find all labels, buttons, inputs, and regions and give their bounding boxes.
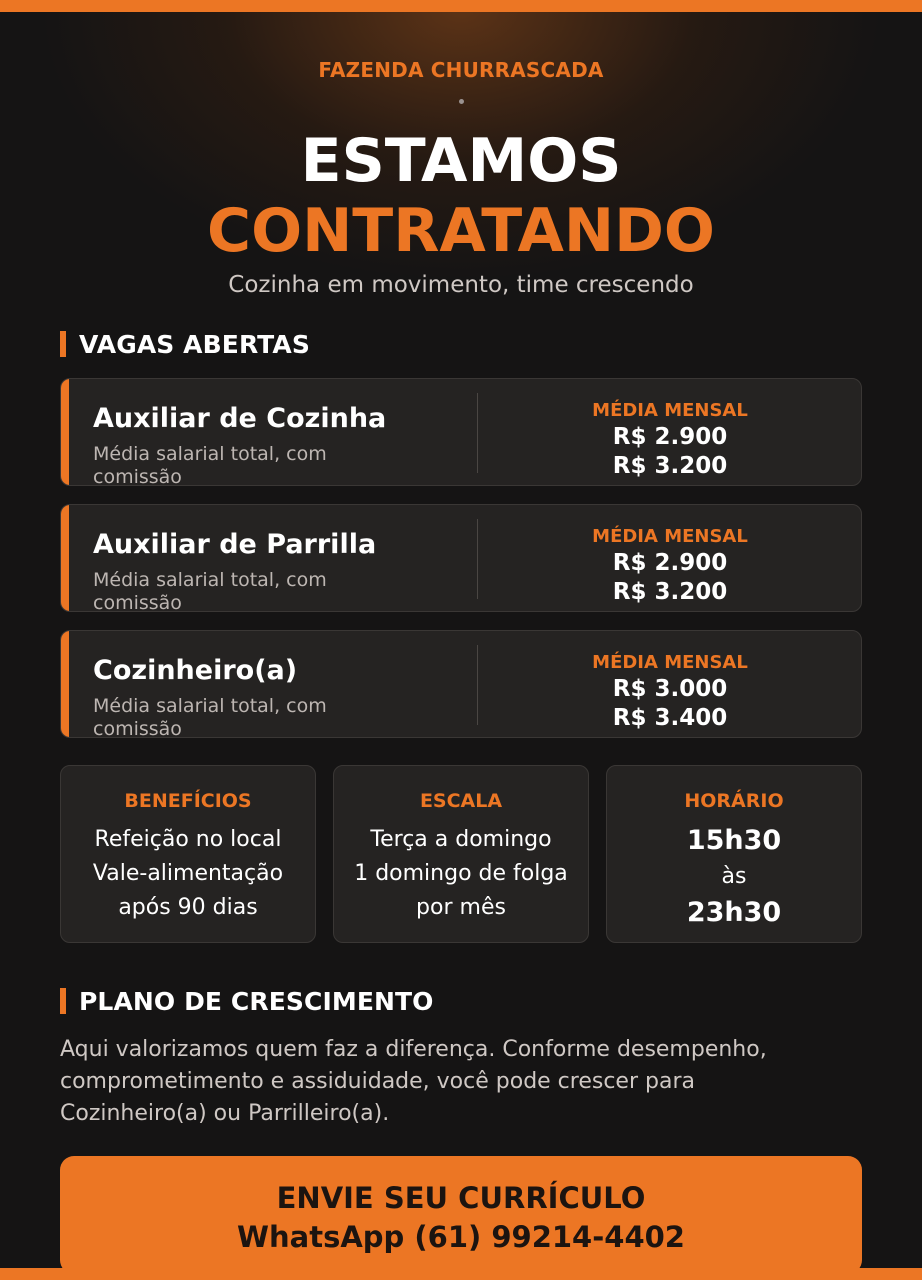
job-card bbox=[60, 504, 862, 612]
heading-accent-bar bbox=[60, 331, 66, 357]
brand-separator-dot bbox=[459, 99, 464, 104]
schedule-label: ESCALA bbox=[419, 790, 503, 812]
vacancies-heading bbox=[60, 329, 310, 359]
job-card bbox=[60, 630, 862, 738]
job-description: Média salarial total, com comissão bbox=[93, 569, 327, 612]
schedule-line: Terça a domingo bbox=[370, 827, 552, 852]
growth-heading-text: PLANO DE CRESCIMENTO bbox=[79, 986, 434, 1016]
card-accent-bar bbox=[61, 379, 69, 486]
card-accent-bar bbox=[61, 631, 69, 738]
schedule-line: 1 domingo de folga bbox=[354, 861, 568, 886]
job-description: Média salarial total, com comissão bbox=[93, 695, 327, 738]
job-title: Auxiliar de Cozinha bbox=[93, 403, 387, 434]
pay-label: MÉDIA MENSAL bbox=[592, 526, 748, 547]
benefits-list bbox=[61, 823, 315, 925]
job-title: Auxiliar de Parrilla bbox=[93, 529, 377, 560]
schedule-list bbox=[334, 823, 588, 925]
pay-max: R$ 3.400 bbox=[612, 705, 728, 731]
job-pay bbox=[478, 651, 862, 733]
job-pay bbox=[478, 525, 862, 607]
growth-description: Aqui valorizamos quem faz a diferença. Conforme desempenho, comprometimento e assiduidade, você pode crescer para Cozinheiro(a) ou Parrilleiro(a). bbox=[60, 1037, 767, 1126]
headline-line-1: ESTAMOS bbox=[300, 126, 622, 196]
benefit-line: após 90 dias bbox=[118, 895, 258, 920]
hours-start: 15h30 bbox=[686, 825, 782, 856]
pay-max: R$ 3.200 bbox=[612, 453, 728, 479]
hours-range bbox=[607, 823, 861, 931]
pay-label: MÉDIA MENSAL bbox=[592, 652, 748, 673]
benefits-card bbox=[60, 765, 316, 943]
job-title: Cozinheiro(a) bbox=[93, 655, 298, 686]
schedule-line: por mês bbox=[416, 895, 506, 920]
pay-min: R$ 3.000 bbox=[612, 676, 728, 702]
pay-min: R$ 2.900 bbox=[612, 424, 728, 450]
benefit-line: Vale-alimentação bbox=[92, 861, 284, 886]
card-accent-bar bbox=[61, 505, 69, 612]
job-description: Média salarial total, com comissão bbox=[93, 443, 327, 486]
headline-line-2: CONTRATANDO bbox=[207, 196, 715, 266]
benefits-label: BENEFÍCIOS bbox=[124, 790, 252, 812]
pay-label: MÉDIA MENSAL bbox=[592, 400, 748, 421]
whatsapp-contact[interactable]: WhatsApp (61) 99214-4402 bbox=[237, 1220, 685, 1254]
brand-name: FAZENDA CHURRASCADA bbox=[318, 58, 604, 82]
tagline: Cozinha em movimento, time crescendo bbox=[228, 272, 694, 298]
hours-label: HORÁRIO bbox=[684, 790, 784, 812]
benefit-line: Refeição no local bbox=[94, 827, 282, 852]
pay-min: R$ 2.900 bbox=[612, 550, 728, 576]
bottom-accent-bar bbox=[0, 1268, 922, 1280]
hours-card bbox=[606, 765, 862, 943]
heading-accent-bar bbox=[60, 988, 66, 1014]
job-pay bbox=[478, 399, 862, 481]
cta-title: ENVIE SEU CURRÍCULO bbox=[276, 1181, 646, 1215]
hours-connector: às bbox=[721, 864, 747, 889]
top-accent-bar bbox=[0, 0, 922, 12]
send-resume-banner[interactable] bbox=[60, 1156, 862, 1274]
schedule-card bbox=[333, 765, 589, 943]
job-card bbox=[60, 378, 862, 486]
vacancies-heading-text: VAGAS ABERTAS bbox=[79, 329, 310, 359]
growth-heading bbox=[60, 986, 434, 1016]
hours-end: 23h30 bbox=[686, 897, 782, 928]
pay-max: R$ 3.200 bbox=[612, 579, 728, 605]
